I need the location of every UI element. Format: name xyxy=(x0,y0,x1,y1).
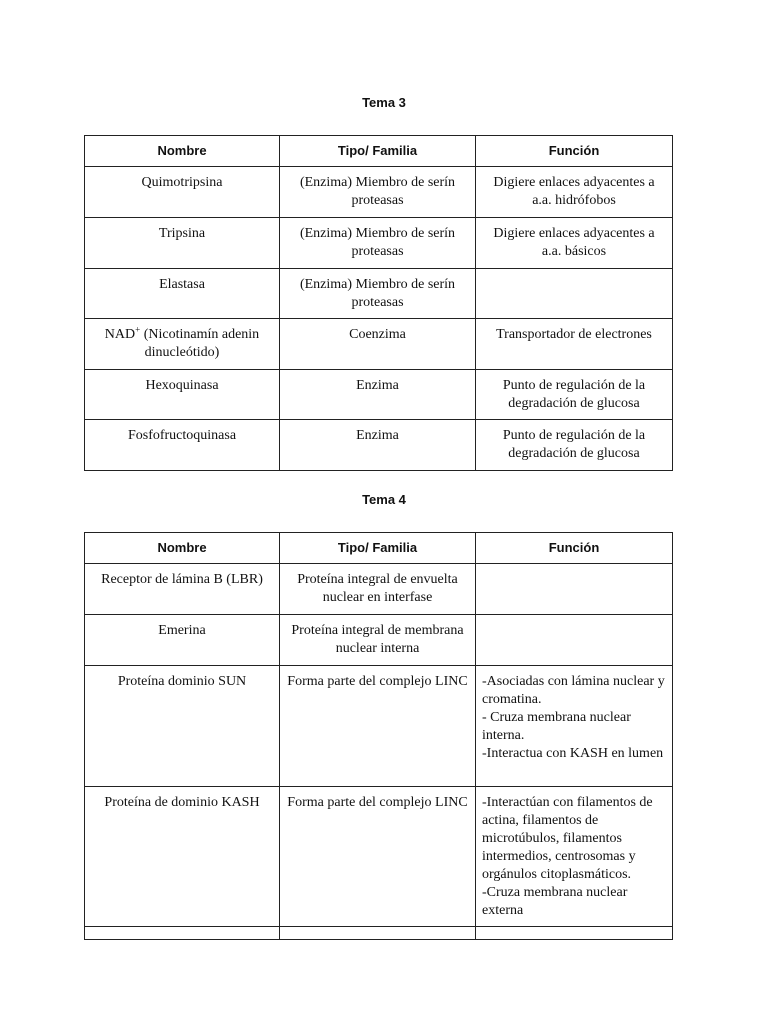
cell-funcion: Transportador de electrones xyxy=(476,319,673,370)
funcion-line: - Cruza membrana nuclear interna. xyxy=(482,710,631,743)
cell-funcion xyxy=(476,269,673,319)
table-row xyxy=(85,564,673,615)
cell-nombre: Elastasa xyxy=(85,269,280,319)
nad-description: (Nicotinamín adenin dinucleótido) xyxy=(140,327,260,360)
cell-funcion: Punto de regulación de la degradación de glucosa xyxy=(476,370,673,420)
table-tema-3 xyxy=(84,135,673,471)
cell-funcion: Digiere enlaces adyacentes a a.a. básicos xyxy=(476,218,673,269)
cell-tipo: (Enzima) Miembro de serín proteasas xyxy=(280,218,476,269)
superscript-plus: + xyxy=(135,324,141,335)
cell-nombre: Quimotripsina xyxy=(85,167,280,218)
cell-tipo: (Enzima) Miembro de serín proteasas xyxy=(280,167,476,218)
cell-nombre: Tripsina xyxy=(85,218,280,269)
cell-nombre: Fosfofructoquinasa xyxy=(85,420,280,471)
cell-funcion xyxy=(476,666,673,787)
cell-tipo: Proteína integral de envuelta nuclear en interfase xyxy=(280,564,476,615)
table-header-row xyxy=(85,533,673,564)
cell-funcion xyxy=(476,615,673,666)
nad-text: NAD xyxy=(104,327,136,342)
table-tema-4 xyxy=(84,532,673,940)
cell-nombre xyxy=(85,319,280,370)
table-row xyxy=(85,420,673,471)
cell-empty xyxy=(280,927,476,940)
table-row xyxy=(85,218,673,269)
cell-empty xyxy=(85,927,280,940)
header-tipo-familia: Tipo/ Familia xyxy=(280,136,476,167)
cell-tipo: Enzima xyxy=(280,370,476,420)
cell-nombre: Proteína de dominio KASH xyxy=(85,787,280,927)
cell-nombre: Proteína dominio SUN xyxy=(85,666,280,787)
header-nombre: Nombre xyxy=(85,533,280,564)
header-tipo-familia: Tipo/ Familia xyxy=(280,533,476,564)
cell-tipo: Forma parte del complejo LINC xyxy=(280,666,476,787)
table-row xyxy=(85,319,673,370)
funcion-line: -Interactua con KASH en lumen xyxy=(482,746,664,761)
cell-tipo: (Enzima) Miembro de serín proteasas xyxy=(280,269,476,319)
cell-tipo: Forma parte del complejo LINC xyxy=(280,787,476,927)
cell-nombre: Emerina xyxy=(85,615,280,666)
cell-funcion: Digiere enlaces adyacentes a a.a. hidrófobos xyxy=(476,167,673,218)
cell-funcion xyxy=(476,787,673,927)
cell-empty xyxy=(476,927,673,940)
table-row-empty xyxy=(85,927,673,940)
cell-tipo: Proteína integral de membrana nuclear interna xyxy=(280,615,476,666)
section-title-tema-4: Tema 4 xyxy=(362,492,406,507)
cell-nombre: Hexoquinasa xyxy=(85,370,280,420)
table-row xyxy=(85,666,673,787)
funcion-line: -Cruza membrana nuclear externa xyxy=(482,885,628,918)
table-row xyxy=(85,615,673,666)
table-row xyxy=(85,370,673,420)
table-row xyxy=(85,167,673,218)
cell-tipo: Coenzima xyxy=(280,319,476,370)
header-funcion: Función xyxy=(476,136,673,167)
table-row xyxy=(85,787,673,927)
cell-funcion xyxy=(476,564,673,615)
cell-funcion: Punto de regulación de la degradación de glucosa xyxy=(476,420,673,471)
cell-tipo: Enzima xyxy=(280,420,476,471)
funcion-line: -Interactúan con filamentos de actina, filamentos de microtúbulos, filamentos intermedios, centrosomas y orgánulos citoplasmáticos. xyxy=(482,795,653,882)
table-header-row xyxy=(85,136,673,167)
header-nombre: Nombre xyxy=(85,136,280,167)
table-row xyxy=(85,269,673,319)
section-title-tema-3: Tema 3 xyxy=(362,95,406,110)
header-funcion: Función xyxy=(476,533,673,564)
cell-nombre: Receptor de lámina B (LBR) xyxy=(85,564,280,615)
funcion-line: -Asociadas con lámina nuclear y cromatina. xyxy=(482,674,665,707)
